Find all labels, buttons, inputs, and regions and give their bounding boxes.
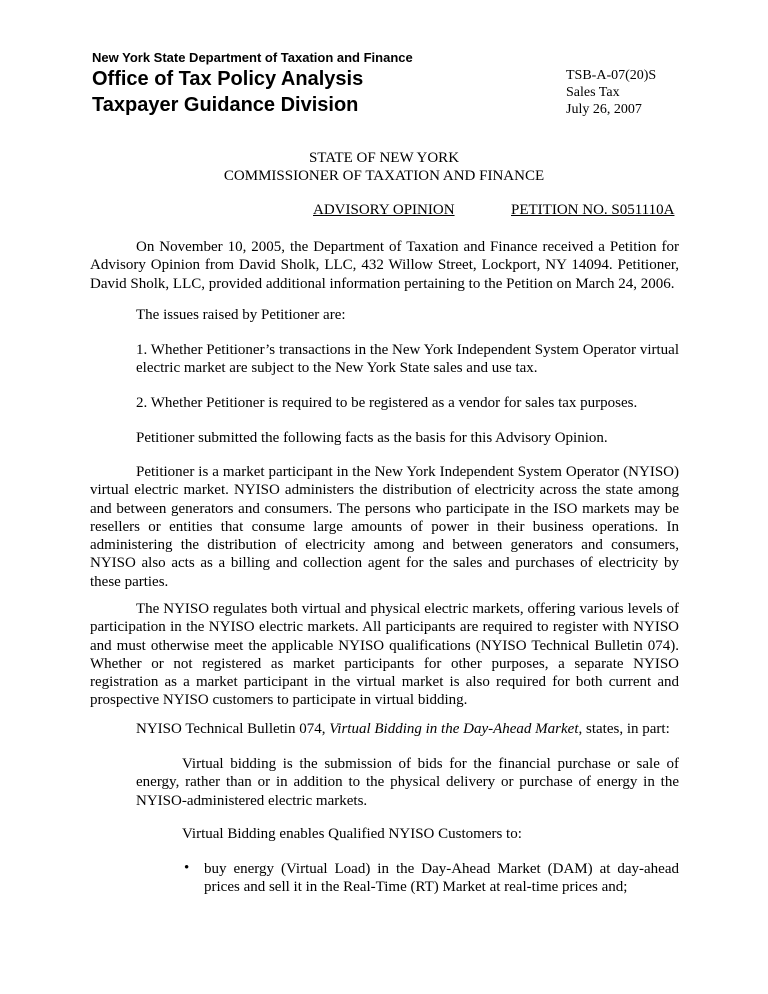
bullet-item-1: buy energy (Virtual Load) in the Day-Ahead Market (DAM) at day-ahead prices and sell it in the Real-Time (RT) Market at real-time prices and; [204, 861, 679, 896]
bulletin-title: Virtual Bidding in the Day-Ahead Market [329, 721, 579, 737]
bulletin-info [566, 67, 656, 118]
issue-2: 2. Whether Petitioner is required to be registered as a vendor for sales tax purposes. [136, 395, 638, 411]
bulletin-ref-tail: , states, in part: [578, 721, 670, 737]
quote-enables: Virtual Bidding enables Qualified NYISO Customers to: [182, 826, 522, 842]
paragraph-issues-intro: The issues raised by Petitioner are: [136, 307, 346, 323]
issue-1: 1. Whether Petitioner’s transactions in the New York Independent System Operator virtual electric market are subject to the New York State sales and use tax. [136, 342, 679, 377]
state-title: STATE OF NEW YORK [308, 150, 460, 166]
commissioner-title: COMMISSIONER OF TAXATION AND FINANCE [223, 168, 545, 184]
bulletin-date: July 26, 2007 [566, 102, 642, 117]
paragraph-intro: On November 10, 2005, the Department of Taxation and Finance received a Petition for Advisory Opinion from David Sholk, LLC, 432 Willow Street, Lockport, NY 14094. Petitioner, David Sholk, LLC, provided additional information pertaining to the Petition on March 24, 2006. [90, 239, 679, 292]
bulletin-category: Sales Tax [566, 85, 620, 100]
paragraph-nyiso-regulation: The NYISO regulates both virtual and physical electric markets, offering various levels of participation in the NYISO electric markets. All participants are required to register with NYISO and must otherwise meet the applicable NYISO qualifications (NYISO Technical Bulletin 074). Whether or not registered as market participants for other purposes, a separate NYISO registration as a market participant in the virtual market is also required for both current and prospective NYISO customers to participate in virtual bidding. [90, 601, 679, 709]
bulletin-ref-text: NYISO Technical Bulletin 074, [136, 721, 330, 737]
office-name: Office of Tax Policy Analysis [92, 68, 364, 90]
agency-header [92, 50, 413, 118]
division-name: Taxpayer Guidance Division [92, 94, 359, 116]
petition-number: PETITION NO. S051110A [511, 202, 675, 218]
advisory-opinion-label: ADVISORY OPINION [313, 202, 455, 218]
paragraph-market-participant: Petitioner is a market participant in the New York Independent System Operator (NYISO) virtual electric market. NYISO administers the distribution of electricity across the state among and between generators and consumers. The persons who participate in the ISO markets may be resellers or entities that consume large amounts of power in their business operations. In administering the distribution of electricity among and between generators and consumers, NYISO also acts as a billing and collection agent for the sales and purchases of electricity by these parties. [90, 464, 679, 590]
quote-virtual-bidding: Virtual bidding is the submission of bids for the financial purchase or sale of energy, rather than or in addition to the physical delivery or purchase of energy in the NYISO-administered electric markets. [136, 756, 679, 809]
department-name: New York State Department of Taxation and Finance [92, 50, 413, 65]
bulletin-number: TSB-A-07(20)S [566, 68, 657, 83]
paragraph-facts-intro: Petitioner submitted the following facts as the basis for this Advisory Opinion. [136, 430, 608, 446]
paragraph-bulletin-ref [136, 720, 679, 738]
bullet-icon: • [184, 860, 190, 876]
